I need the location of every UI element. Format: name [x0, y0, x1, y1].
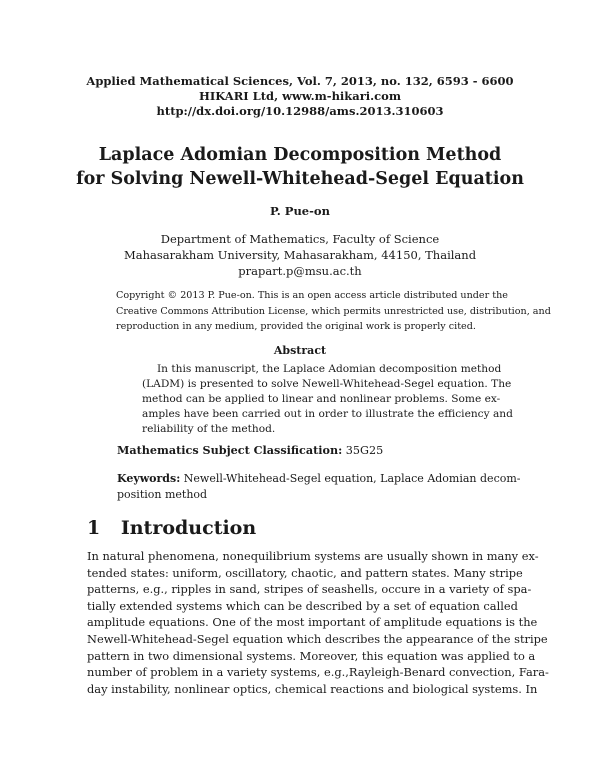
keywords: [117, 471, 521, 503]
intro-line: pattern in two dimensional systems. Moreover, this equation was applied to a: [87, 648, 536, 663]
title-line-2: for Solving Newell-Whitehead-Segel Equation: [76, 169, 524, 189]
title-line-1: Laplace Adomian Decomposition Method: [98, 145, 502, 165]
keywords-text-1: Newell-Whitehead-Segel equation, Laplace Adomian decom-: [183, 472, 521, 485]
intro-line: tended states: uniform, oscillatory, chaotic, and pattern states. Many stripe: [87, 565, 523, 580]
abstract-line: amples have been carried out in order to illustrate the efficiency and: [142, 408, 513, 420]
copyright-line-2: Creative Commons Attribution License, which permits unrestricted use, distribution, and: [116, 305, 551, 317]
keywords-label: Keywords:: [117, 472, 181, 485]
journal-citation: Applied Mathematical Sciences, Vol. 7, 2013, no. 132, 6593 - 6600: [86, 74, 514, 88]
author-email[interactable]: prapart.p@msu.ac.th: [238, 264, 362, 278]
abstract-line: method can be applied to linear and nonlinear problems. Some ex-: [142, 393, 501, 405]
section-number: 1: [87, 517, 101, 539]
msc-label: Mathematics Subject Classification:: [117, 443, 343, 457]
publisher-line: HIKARI Ltd, www.m-hikari.com: [199, 89, 401, 103]
msc-classification: [117, 443, 383, 457]
paper-title: [0, 143, 600, 191]
affiliation: [0, 231, 600, 279]
abstract-line: In this manuscript, the Laplace Adomian decomposition method: [157, 363, 502, 375]
intro-line: patterns, e.g., ripples in sand, stripes of seashells, occure in a variety of spa-: [87, 582, 532, 597]
journal-header: [0, 74, 600, 119]
doi-link[interactable]: http://dx.doi.org/10.12988/ams.2013.310603: [156, 104, 444, 118]
abstract-line: reliability of the method.: [142, 423, 276, 435]
abstract-body: [142, 362, 513, 437]
author-name: P. Pue-on: [270, 204, 330, 218]
copyright-notice: [116, 288, 551, 335]
intro-paragraph: [87, 548, 549, 697]
intro-line: In natural phenomena, nonequilibrium systems are usually shown in many ex-: [87, 549, 539, 563]
affiliation-dept: Department of Mathematics, Faculty of Science: [160, 232, 440, 246]
section-heading: [87, 517, 256, 539]
abstract-heading: Abstract: [273, 344, 327, 357]
affiliation-univ: Mahasarakham University, Mahasarakham, 44150, Thailand: [123, 248, 477, 262]
intro-line: number of problem in a variety systems, e.g.,Rayleigh-Benard convection, Fara-: [87, 665, 549, 680]
intro-line: Newell-Whitehead-Segel equation which describes the appearance of the stripe: [87, 631, 548, 646]
intro-line: tially extended systems which can be described by a set of equation called: [87, 598, 518, 613]
intro-line: amplitude equations. One of the most important of amplitude equations is the: [87, 615, 538, 630]
abstract-line: (LADM) is presented to solve Newell-Whitehead-Segel equation. The: [142, 378, 512, 390]
intro-line: day instability, nonlinear optics, chemical reactions and biological systems. In: [87, 681, 538, 696]
keywords-line-1: [117, 471, 521, 487]
copyright-line-1: Copyright © 2013 P. Pue-on. This is an open access article distributed under the: [116, 290, 508, 301]
copyright-line-3: reproduction in any medium, provided the original work is properly cited.: [116, 321, 476, 332]
section-title: Introduction: [120, 517, 257, 539]
msc-value: 35G25: [345, 444, 384, 457]
keywords-text-2: position method: [117, 488, 208, 501]
